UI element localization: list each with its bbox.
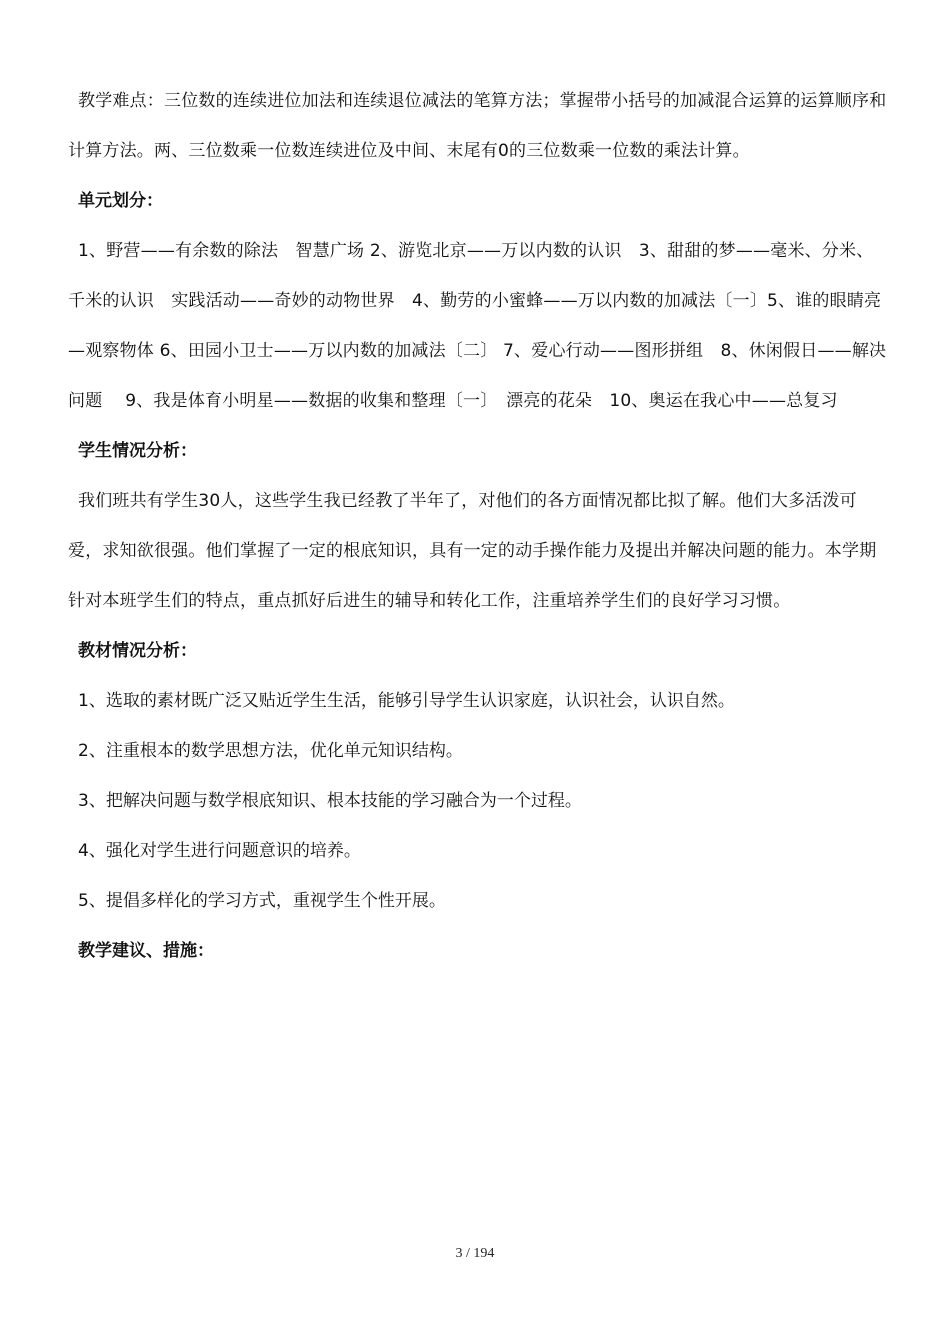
material-analysis-item: 5、提倡多样化的学习方式，重视学生个性开展。 — [78, 891, 446, 911]
student-analysis-heading: 学生情况分析： — [78, 441, 197, 461]
unit-division-paragraph: 1、野营——有余数的除法 智慧广场 2、游览北京——万以内数的认识 3、甜甜的梦——毫米、分米、千米的认识 实践活动——奇妙的动物世界 4、勤劳的小蜜蜂——万以内数的加减法〔一〕5、谁的眼睛亮—观察物体 6、田园小卫士——万以内数的加减法〔二〕 7、爱心行动——图形拼组 8、休闲假日——解决问题 9、我是体育小明星——数据的收集和整理〔一〕 漂亮的花朵 10、奥运在我心中——总复习 — [68, 241, 887, 411]
material-analysis-heading: 教材情况分析： — [78, 641, 197, 661]
student-analysis-paragraph: 我们班共有学生30人，这些学生我已经教了半年了，对他们的各方面情况都比拟了解。他们大多活泼可爱，求知欲很强。他们掌握了一定的根底知识，具有一定的动手操作能力及提出并解决问题的能力。本学期针对本班学生们的特点，重点抓好后进生的辅导和转化工作，注重培养学生们的良好学习习惯。 — [68, 491, 877, 611]
page-number: 3 / 194 — [455, 1246, 495, 1261]
document-page — [68, 76, 888, 976]
material-analysis-item: 1、选取的素材既广泛又贴近学生生活，能够引导学生认识家庭，认识社会，认识自然。 — [78, 691, 735, 711]
material-analysis-item: 3、把解决问题与数学根底知识、根本技能的学习融合为一个过程。 — [78, 791, 582, 811]
unit-division-heading: 单元划分： — [78, 191, 163, 211]
material-analysis-item: 4、强化对学生进行问题意识的培养。 — [78, 841, 361, 861]
material-analysis-item: 2、注重根本的数学思想方法，优化单元知识结构。 — [78, 741, 463, 761]
teaching-difficulty-paragraph: 教学难点：三位数的连续进位加法和连续退位减法的笔算方法；掌握带小括号的加减混合运算的运算顺序和计算方法。两、三位数乘一位数连续进位及中间、末尾有0的三位数乘一位数的乘法计算。 — [68, 91, 887, 161]
teaching-suggestions-heading: 教学建议、措施： — [78, 941, 214, 961]
